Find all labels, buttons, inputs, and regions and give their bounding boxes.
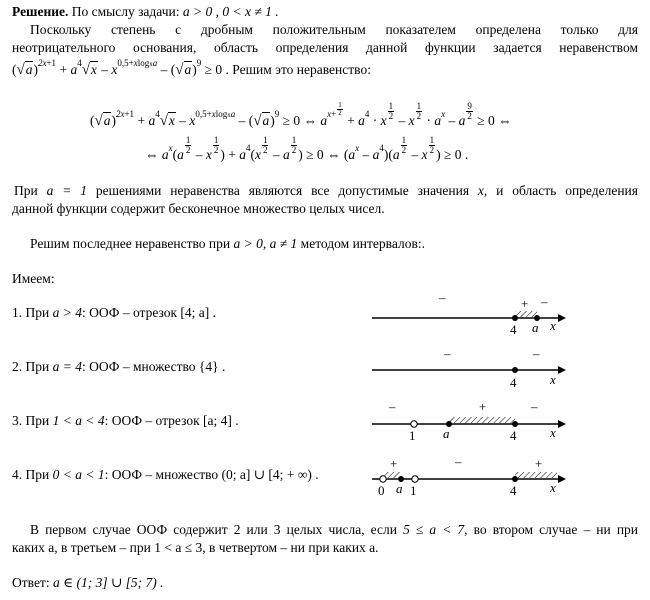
solution-condition-text: По смыслу задачи: bbox=[71, 4, 180, 19]
axis-arrow bbox=[558, 475, 566, 483]
sign-minus: – bbox=[389, 399, 396, 414]
axis-arrow bbox=[558, 366, 566, 374]
axis-case-4 bbox=[372, 454, 566, 498]
solution-heading: Решение. bbox=[12, 4, 69, 19]
label-1: 1 bbox=[410, 483, 417, 498]
sign-minus: – bbox=[531, 399, 538, 414]
a-equals-one: a = 1 bbox=[46, 183, 87, 198]
sign-plus: + bbox=[390, 456, 398, 471]
label-a: a bbox=[532, 320, 539, 335]
answer-math: a ∈ (1; 3] ∪ [5; 7) . bbox=[52, 575, 164, 590]
sign-minus: – bbox=[444, 346, 451, 361]
sign-minus: – bbox=[455, 454, 462, 469]
equation-line-1: $(√a)^{2x+1} + a^4√x - x^{0,5+xlogxa} - (√a)^9 \ge 0$ ⇔ $a^{x+ \frac{1}{2}}$ + $a^4 \cdot x$ $\frac{1}{2}$ – x $\frac{1}{2}$ · $a^x$ – a $\frac{9}{2}$ ≥ 0 ⇔ bbox=[90, 101, 512, 129]
label-x: x bbox=[550, 425, 556, 440]
answer-line bbox=[12, 575, 164, 591]
point-4 bbox=[512, 315, 518, 321]
axis-case-1 bbox=[372, 290, 566, 337]
para2-line1: При a = 1 решениями неравенства являются все допустимые значения x, и область определения bbox=[14, 183, 638, 198]
hatch-region bbox=[515, 472, 557, 478]
para4-line2: каких a, в третьем – при 1 < a ≤ 3, в четвертом – ни при каких a. bbox=[12, 540, 379, 555]
label-x: x bbox=[550, 318, 556, 333]
label-4: 4 bbox=[510, 375, 517, 390]
case-2: 2. При a = 4: ООФ – множество {4} . bbox=[12, 359, 226, 374]
have-label: Имеем: bbox=[12, 271, 55, 286]
para4-line1: В первом случае ООФ содержит 2 или 3 целых числа, если 5 ≤ a < 7, во втором случае – ни при bbox=[30, 522, 639, 537]
axis-case-2 bbox=[372, 346, 566, 390]
case-4: 4. При 0 < a < 1: ООФ – множество (0; a] ∪ [4; + ∞) . bbox=[12, 467, 319, 482]
axis-arrow bbox=[558, 420, 566, 428]
label-4: 4 bbox=[510, 428, 517, 443]
case-3: 3. При 1 < a < 4: ООФ – отрезок [a; 4] . bbox=[12, 413, 239, 428]
point-4 bbox=[512, 367, 518, 373]
sign-plus: + bbox=[535, 456, 543, 471]
solution-condition-math: a > 0 , 0 < x ≠ 1 . bbox=[182, 4, 279, 19]
case-1: 1. При a > 4: ООФ – отрезок [4; a] . bbox=[12, 305, 217, 320]
point-1-open bbox=[411, 421, 417, 427]
label-0: 0 bbox=[378, 483, 385, 498]
para3-line: Решим последнее неравенство при a > 0, a ≠ 1 методом интервалов:. bbox=[30, 236, 425, 251]
sign-plus: + bbox=[479, 399, 487, 414]
sign-plus: + bbox=[521, 296, 529, 311]
label-a: a bbox=[396, 481, 403, 496]
sign-minus: – bbox=[541, 294, 548, 309]
para1-line2: неотрицательного основания, область определения данной функции задается неравенством bbox=[12, 40, 638, 55]
equation-line-2: ⇔ $a^x(a$ $\frac{1}{2}$ – x $\frac{1}{2}$ ) + $a^4(x$ $\frac{1}{2}$ – a $\frac{1}{2}$ ) ≥ 0 ⇔ $(a^x - a^4)(a$ $\frac{1}{2}$ – x $\frac{1}{2}$ ) ≥ 0 . bbox=[145, 135, 469, 162]
point-4 bbox=[512, 476, 518, 482]
sign-minus: – bbox=[533, 346, 540, 361]
hatch-region bbox=[515, 311, 537, 317]
point-4 bbox=[512, 421, 518, 427]
axis-arrow bbox=[558, 314, 566, 322]
sign-minus: – bbox=[439, 290, 446, 305]
domain-inequality: $(√a)^{2x+1} + a^4√x - x^{0,5+xlogxa} - (√a)^9 \ge 0$ bbox=[12, 58, 223, 78]
label-4: 4 bbox=[510, 483, 517, 498]
label-4: 4 bbox=[510, 322, 517, 337]
label-x: x bbox=[550, 372, 556, 387]
answer-label: Ответ: bbox=[12, 575, 50, 590]
label-1: 1 bbox=[409, 428, 416, 443]
label-x: x bbox=[550, 480, 556, 495]
para1-line1: Поскольку степень с дробным положительным показателем определена только для bbox=[30, 22, 638, 37]
hatch-region bbox=[449, 417, 515, 423]
para2-line2: данной функции содержит бесконечное множество целых чисел. bbox=[12, 201, 385, 216]
para1-line3-end: . Решим это неравенство: bbox=[225, 62, 371, 77]
point-1-open bbox=[412, 476, 418, 482]
point-0-open bbox=[380, 476, 386, 482]
label-a: a bbox=[443, 426, 450, 441]
axis-case-3 bbox=[372, 399, 566, 443]
